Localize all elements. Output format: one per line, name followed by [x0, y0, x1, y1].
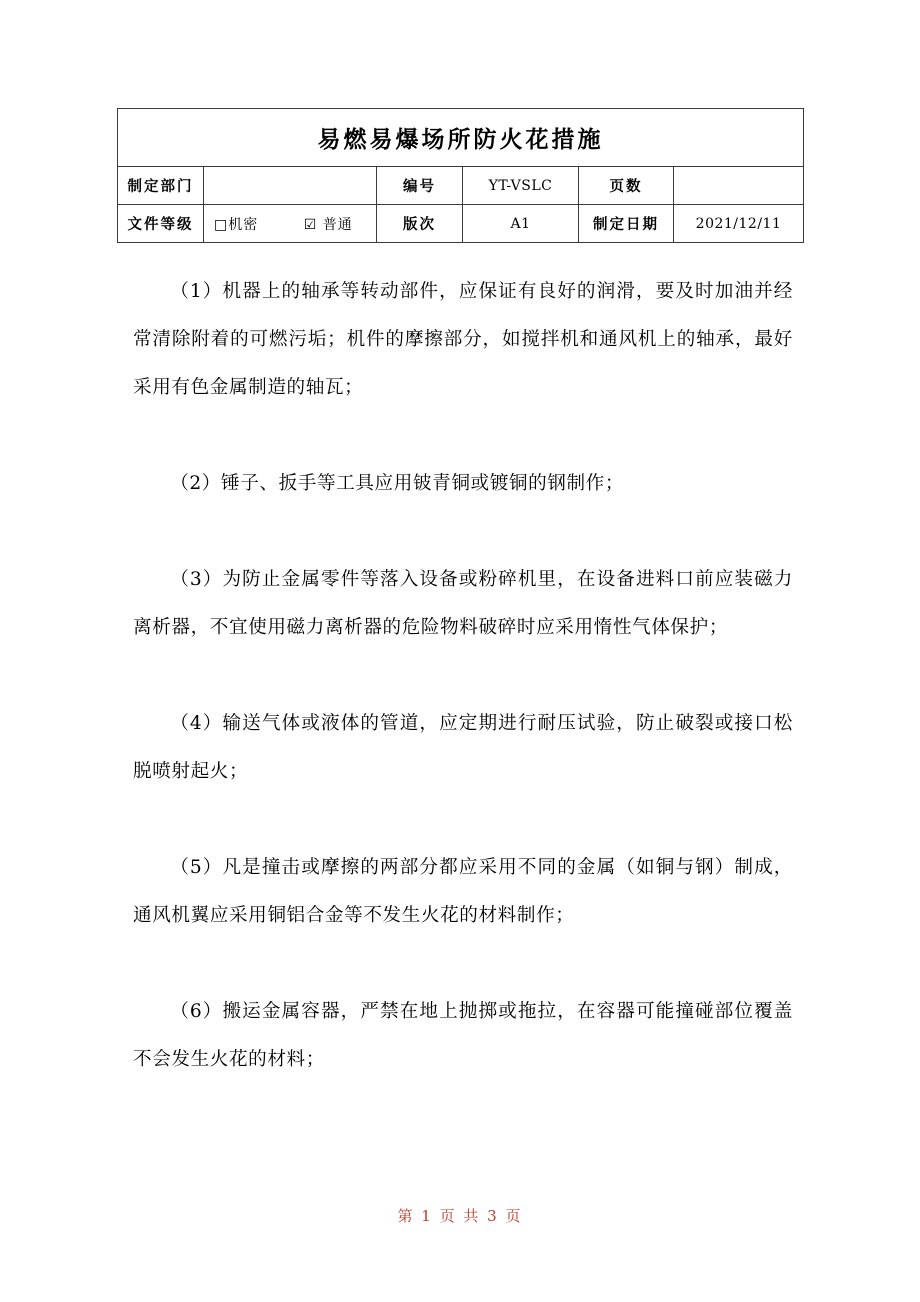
table-row-title [118, 109, 804, 167]
body-paragraph-4: （4）输送气体或液体的管道，应定期进行耐压试验，防止破裂或接口松脱喷射起火； [133, 713, 793, 782]
checkbox-confidential[interactable] [214, 214, 258, 234]
table-row [118, 167, 804, 205]
body-paragraph-1: （1）机器上的轴承等转动部件，应保证有良好的润滑，要及时加油并经常清除附着的可燃污垢；机件的摩擦部分，如搅拌机和通风机上的轴承，最好采用有色金属制造的轴瓦； [133, 281, 793, 398]
label-doc-number: 编号 [377, 167, 463, 205]
document-body [133, 268, 793, 1084]
body-paragraph-5: （5）凡是撞击或摩擦的两部分都应采用不同的金属（如铜与钢）制成，通风机翼应采用铜铝合金等不发生火花的材料制作； [133, 857, 793, 926]
table-row [118, 205, 804, 243]
checkbox-normal-label: 普通 [322, 216, 353, 233]
document-title: 易燃易爆场所防火花措施 [118, 109, 804, 167]
label-revision: 版次 [377, 205, 463, 243]
checkbox-checked-icon: ☑ [303, 216, 318, 233]
page-footer [0, 1205, 920, 1226]
checkbox-confidential-label: 机密 [228, 216, 259, 233]
label-file-grade: 文件等级 [118, 205, 204, 243]
value-doc-number: YT-VSLC [463, 167, 579, 205]
label-department: 制定部门 [118, 167, 204, 205]
label-page-count: 页数 [579, 167, 674, 205]
value-issue-date: 2021/12/11 [674, 205, 804, 243]
checkbox-normal[interactable] [304, 214, 353, 234]
file-grade-options [204, 205, 377, 243]
document-info-table [117, 108, 804, 243]
checkbox-unchecked-icon: □ [214, 216, 229, 233]
page-number-text: 第 1 页 共 3 页 [397, 1207, 523, 1225]
value-page-count [674, 167, 804, 205]
label-issue-date: 制定日期 [579, 205, 674, 243]
value-department [204, 167, 377, 205]
value-revision: A1 [463, 205, 579, 243]
body-paragraph-6: （6）搬运金属容器，严禁在地上抛掷或拖拉，在容器可能撞碰部位覆盖不会发生火花的材料； [133, 1001, 793, 1070]
body-paragraph-3: （3）为防止金属零件等落入设备或粉碎机里，在设备进料口前应装磁力离析器，不宜使用磁力离析器的危险物料破碎时应采用惰性气体保护； [133, 569, 793, 638]
body-paragraph-2: （2）锤子、扳手等工具应用铍青铜或镀铜的钢制作； [170, 473, 625, 494]
